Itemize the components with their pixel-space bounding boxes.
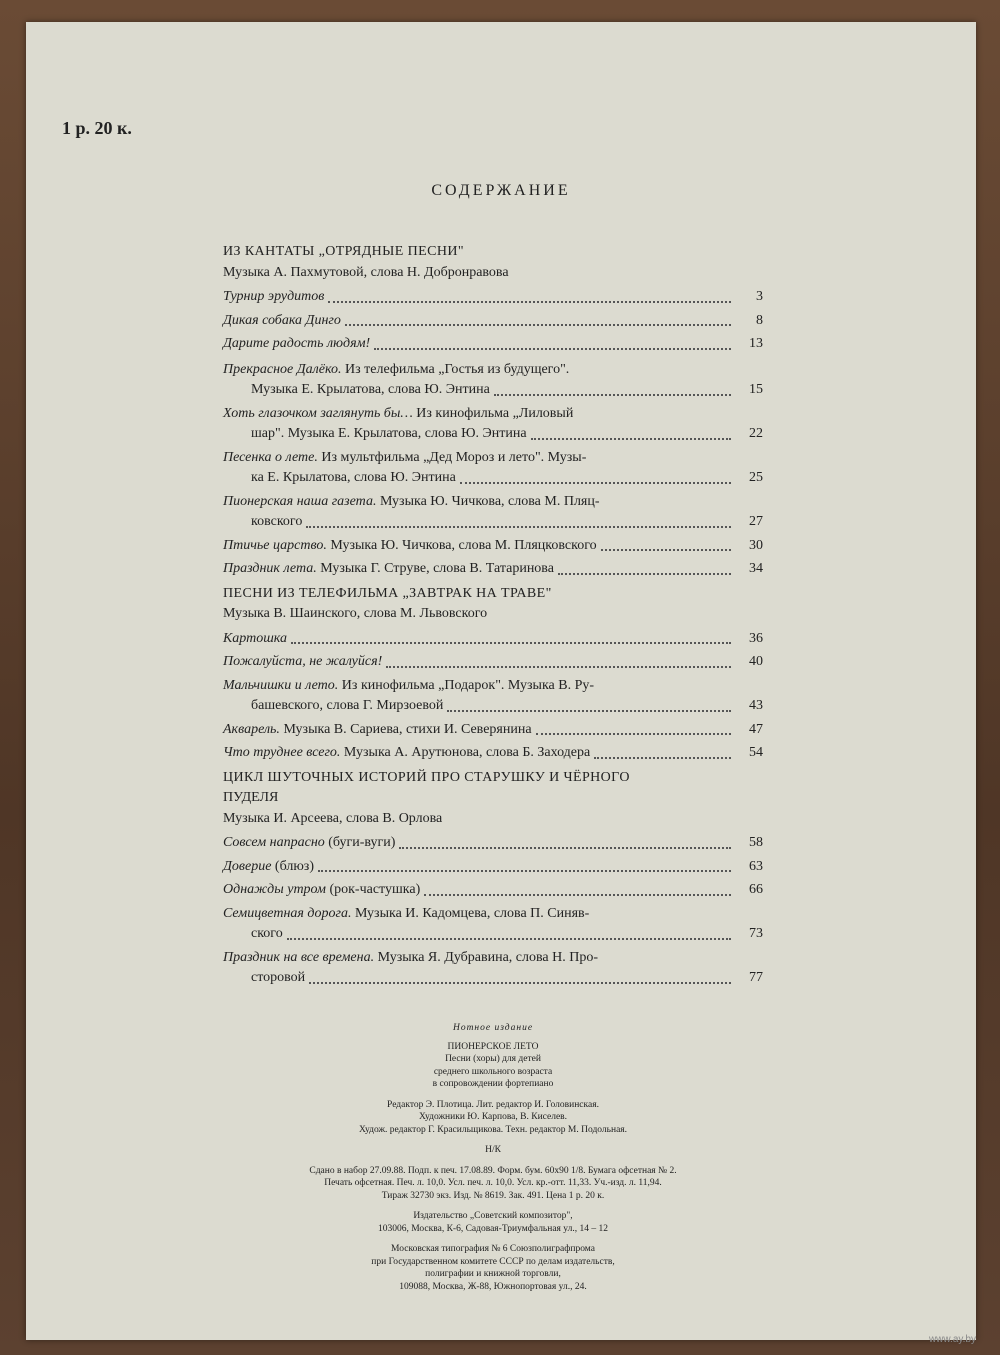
toc-entry-cont: башевского, слова Г. Мирзоевой 43 [251, 698, 763, 713]
toc-entry: Доверие (блюз) 63 [223, 858, 763, 874]
toc-entry-cont: шар". Музыка Е. Крылатова, слова Ю. Энтина 22 [251, 426, 763, 441]
toc-entry: Дикая собака Динго 8 [223, 312, 763, 328]
toc-entry-cont: ка Е. Крылатова, слова Ю. Энтина 25 [251, 470, 763, 485]
toc-entry: Дарите радость людям! 13 [223, 336, 763, 351]
section-heading: ЦИКЛ ШУТОЧНЫХ ИСТОРИЙ ПРО СТАРУШКУ И ЧЁРНОГО [223, 769, 630, 785]
section-credit: Музыка В. Шаинского, слова М. Львовского [223, 606, 488, 621]
table-of-contents [223, 238, 763, 992]
toc-entry: Картошка 36 [223, 630, 763, 646]
imprint-block: Нотное издание ПИОНЕРСКОЕ ЛЕТО Песни (хоры) для детей среднего школьного возраста в сопровождении фортепиано Редактор Э. Плотица. Лит. редактор И. Головинская. Художники Ю. Карпова, В. Киселев. Худож. редактор Г. Красильщикова. Техн. редактор М. Подольная. Н/К Сдано в набор 27.09.88. Подп. к печ. 17.08.89. Форм. бум. 60х90 1/8. Бумага офсетная № 2. Печать офсетная. Печ. л. 10,0. Усл. печ. л. 10,0. Усл. кр.-отт. 11,33. Уч.-изд. л. 11,94. Тираж 32730 экз. Изд. № 8619. Зак. 491. Цена 1 р. 20 к. Издательство „Советский композитор", 103006, Москва, К-6, Садовая-Триумфальная ул., 14 – 12 Московская типография № 6 Союзполиграфпрома при Государственном комитете СССР по делам издательств, полиграфии и книжной торговли, 109088, Москва, Ж-88, Южнопортовая ул., 24. [223, 1022, 763, 1293]
toc-entry: Акварель. Музыка В. Сариева, стихи И. Северянина 47 [223, 721, 763, 737]
book-page [26, 22, 976, 1340]
toc-entry: Совсем напрасно (буги-вуги) 58 [223, 835, 763, 850]
toc-entry: Праздник на все времена. Музыка Я. Дубравина, слова Н. Про- [223, 949, 599, 965]
price-label: 1 р. 20 к. [62, 118, 132, 138]
toc-entry-cont: сторовой 77 [251, 970, 763, 985]
section-heading: ИЗ КАНТАТЫ „ОТРЯДНЫЕ ПЕСНИ" [223, 244, 464, 259]
toc-entry: Птичье царство. Музыка Ю. Чичкова, слова М. Пляцковского 30 [223, 537, 763, 553]
toc-entry: Пожалуйста, не жалуйся! 40 [223, 654, 763, 669]
watermark: www.ay.by [928, 1334, 976, 1345]
toc-entry: Песенка о лете. Из мультфильма „Дед Мороз и лето". Музы- [223, 449, 587, 465]
toc-entry: Семицветная дорога. Музыка И. Кадомцева, слова П. Синяв- [223, 905, 590, 921]
toc-entry: Праздник лета. Музыка Г. Струве, слова В. Татаринова 34 [223, 561, 763, 576]
toc-entry: Однажды утром (рок-частушка) 66 [223, 882, 763, 897]
toc-entry-cont: Музыка Е. Крылатова, слова Ю. Энтина 15 [251, 382, 763, 397]
page-title: СОДЕРЖАНИЕ [431, 182, 571, 199]
toc-entry: Турнир эрудитов 3 [223, 289, 763, 304]
toc-entry: Хоть глазочком заглянуть бы… Из кинофильма „Лиловый [223, 405, 574, 421]
toc-entry: Мальчишки и лето. Из кинофильма „Подарок". Музыка В. Ру- [223, 677, 595, 693]
toc-entry-cont: ского 73 [251, 926, 763, 941]
toc-entry-cont: ковского 27 [251, 514, 763, 529]
edition-name: ПИОНЕРСКОЕ ЛЕТО [447, 1041, 539, 1052]
toc-entry: Что труднее всего. Музыка А. Арутюнова, слова Б. Заходера 54 [223, 745, 763, 760]
section-heading-cont: ПУДЕЛЯ [223, 790, 279, 805]
toc-entry: Прекрасное Далёко. Из телефильма „Гостья из будущего". [223, 361, 570, 377]
section-credit: Музыка И. Арсеева, слова В. Орлова [223, 810, 443, 826]
section-credit: Музыка А. Пахмутовой, слова Н. Добронравова [223, 264, 509, 280]
edition-type: Нотное издание [452, 1023, 534, 1033]
section-heading: ПЕСНИ ИЗ ТЕЛЕФИЛЬМА „ЗАВТРАК НА ТРАВЕ" [223, 585, 552, 601]
toc-entry: Пионерская наша газета. Музыка Ю. Чичкова, слова М. Пляц- [223, 493, 600, 509]
